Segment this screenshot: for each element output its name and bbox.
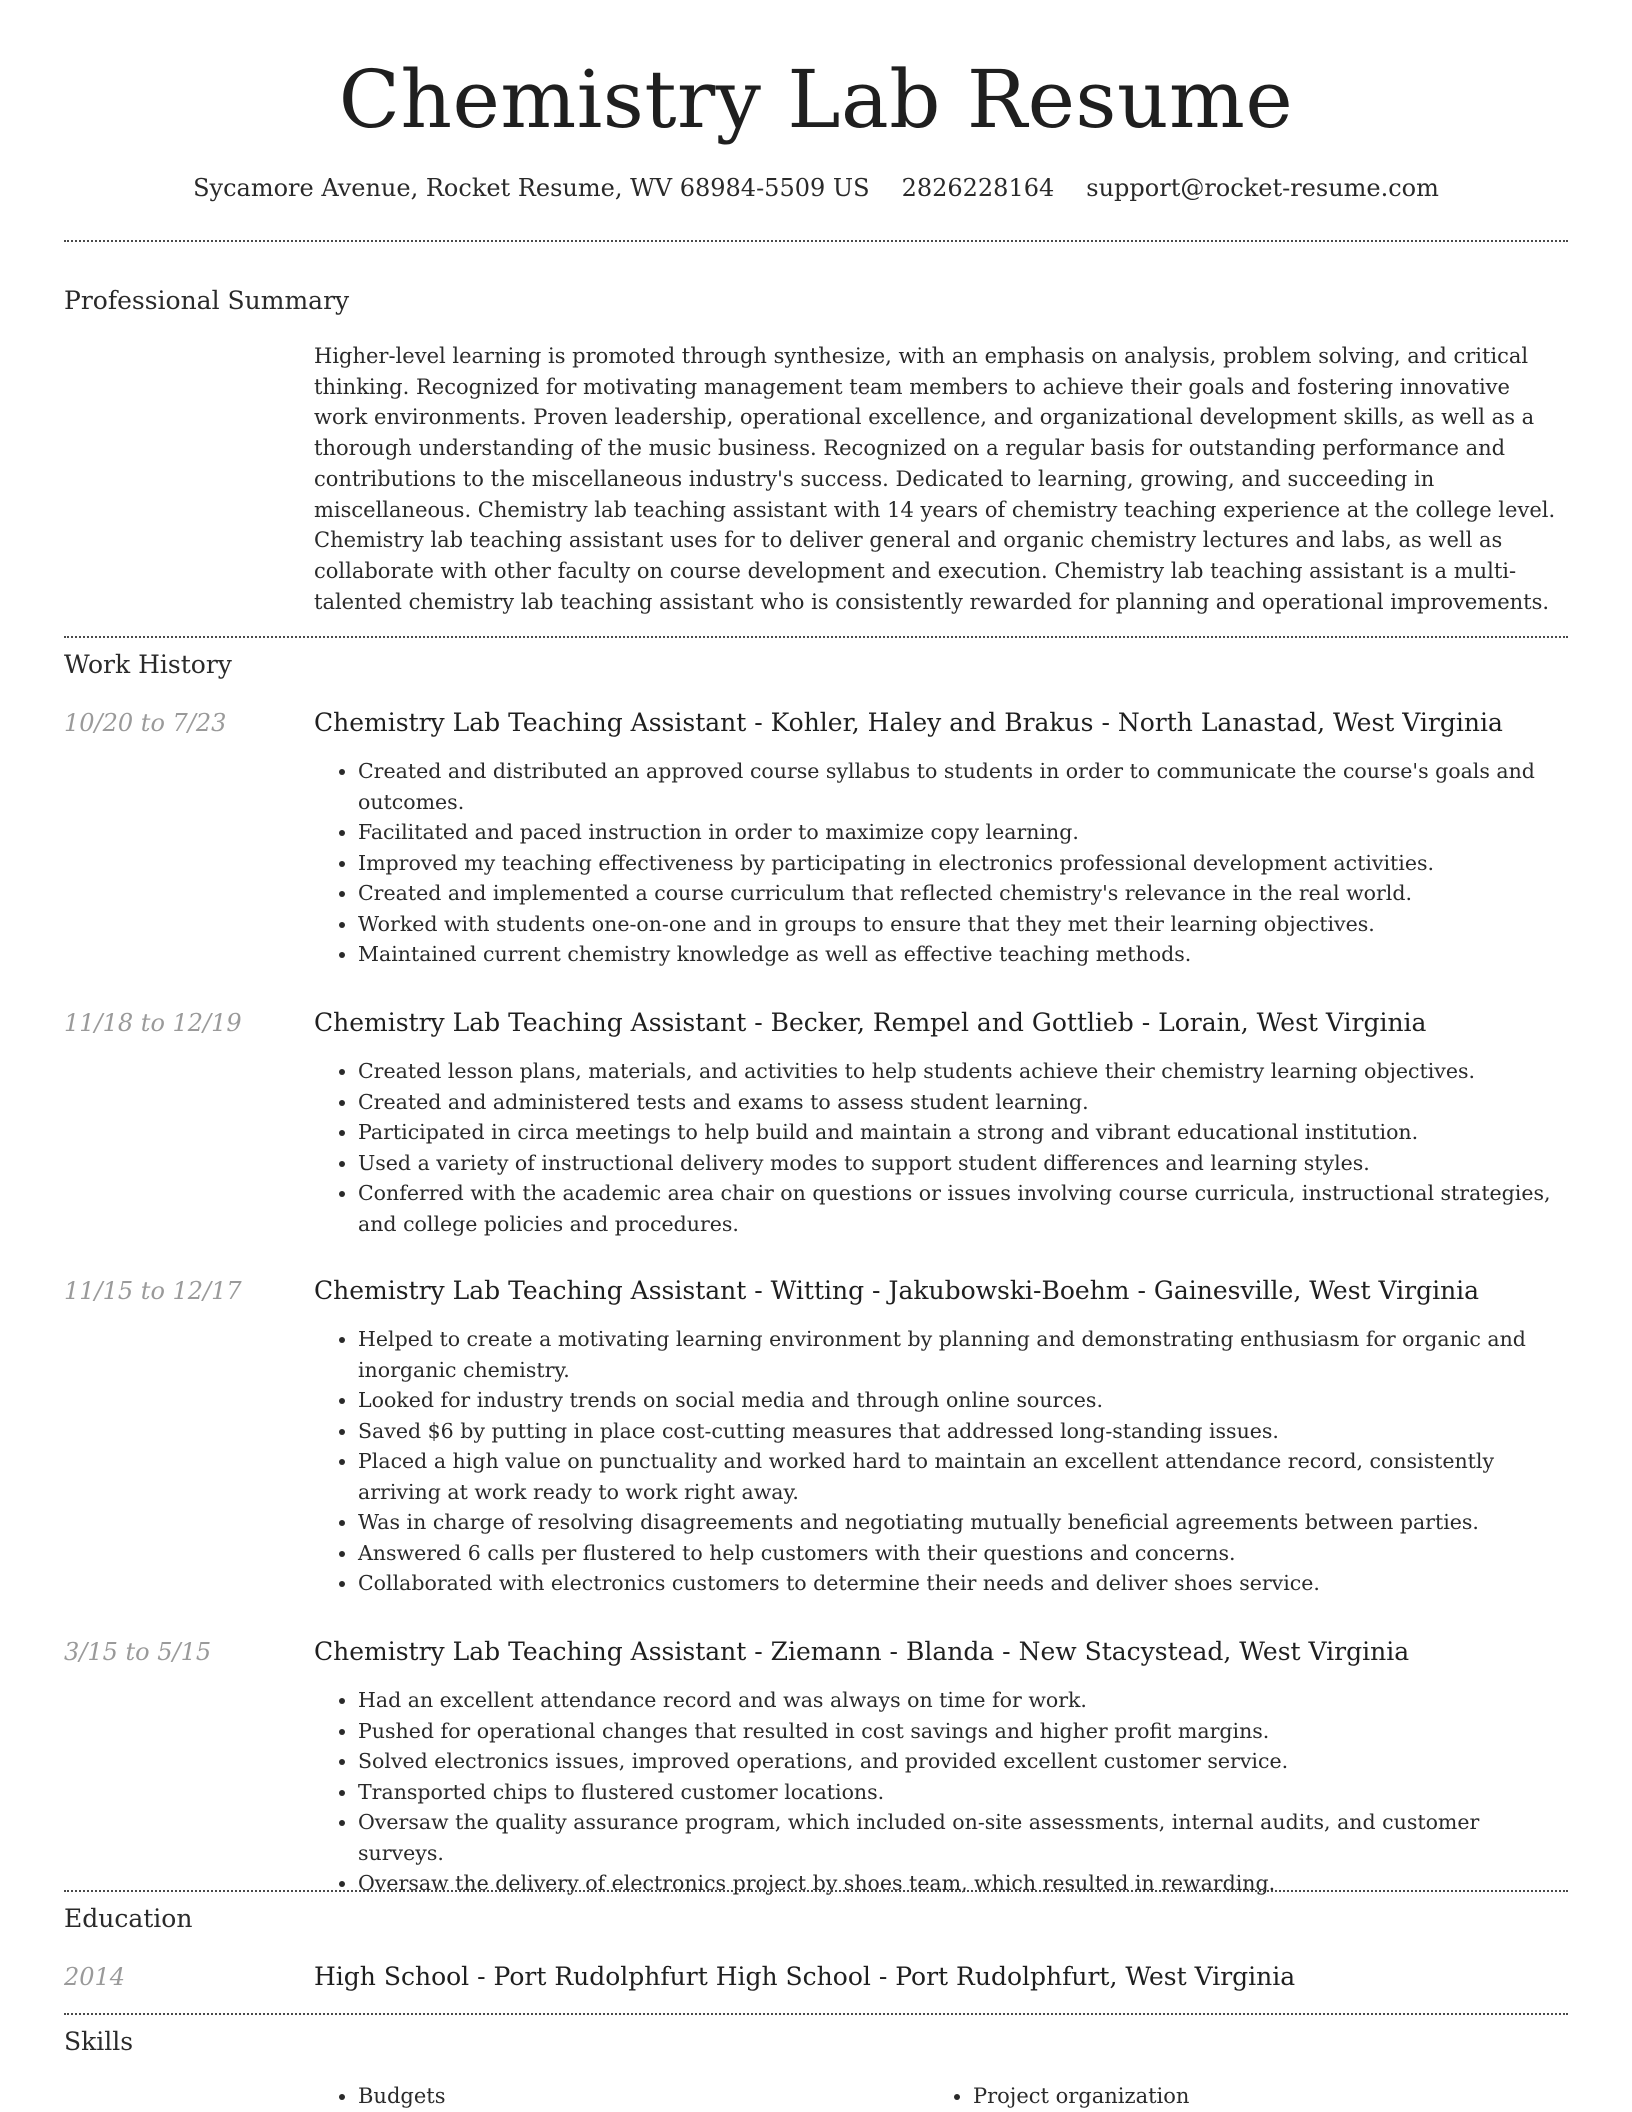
list-item: • Helped to create a motivating learning environment by planning and demonstrating enthusiasm for organic and inorganic chemistry.	[358, 1324, 1568, 1385]
list-item: • Conferred with the academic area chair on questions or issues involving course curricula, instructional strategies, and college policies and procedures.	[358, 1178, 1568, 1239]
list-item: • Placed a high value on punctuality and worked hard to maintain an excellent attendance record, consistently arriving at work ready to work right away.	[358, 1446, 1568, 1507]
list-item: • Was in charge of resolving disagreements and negotiating mutually beneficial agreements between parties.	[358, 1507, 1568, 1538]
list-item: • Created and administered tests and exams to assess student learning.	[358, 1087, 1568, 1118]
email-text: support@rocket-resume.com	[1086, 174, 1439, 202]
divider	[64, 240, 1568, 242]
list-item: • Answered 6 calls per flustered to help customers with their questions and concerns.	[358, 1538, 1568, 1569]
job-title: Chemistry Lab Teaching Assistant - Becker, Rempel and Gottlieb - Lorain, West Virginia	[314, 1008, 1427, 1037]
list-item: • Created and implemented a course curriculum that reflected chemistry's relevance in the real world.	[358, 878, 1568, 909]
job-bullets	[314, 1324, 1568, 1599]
list-item: • Collaborated with electronics customers to determine their needs and deliver shoes service.	[358, 1568, 1568, 1599]
list-item: • Created and distributed an approved course syllabus to students in order to communicate the course's goals and outcomes.	[358, 756, 1568, 817]
divider	[64, 1890, 1568, 1892]
job-date: 11/18 to 12/19	[64, 1009, 242, 1037]
job-date: 11/15 to 12/17	[64, 1277, 242, 1305]
job-title: Chemistry Lab Teaching Assistant - Ziemann - Blanda - New Stacystead, West Virginia	[314, 1637, 1410, 1666]
skills-list-left	[314, 2081, 874, 2111]
contact-line	[64, 170, 1568, 206]
education-date: 2014	[64, 1963, 126, 1991]
list-item: • Worked with students one-on-one and in groups to ensure that they met their learning objectives.	[358, 909, 1568, 940]
list-item: • Budgets	[358, 2081, 874, 2111]
list-item: • Project organization	[973, 2081, 1489, 2111]
divider	[64, 636, 1568, 638]
job-bullets	[314, 1056, 1568, 1239]
section-heading-education: Education	[64, 1904, 193, 1933]
divider	[64, 2013, 1568, 2015]
list-item: • Improved my teaching effectiveness by participating in electronics professional development activities.	[358, 848, 1568, 879]
list-item: • Transported chips to flustered customer locations.	[358, 1777, 1568, 1808]
job-bullets	[314, 756, 1568, 970]
job-date: 10/20 to 7/23	[64, 709, 227, 737]
phone-text: 2826228164	[901, 174, 1055, 202]
address-text: Sycamore Avenue, Rocket Resume, WV 68984-5509 US	[193, 174, 870, 202]
list-item: • Pushed for operational changes that resulted in cost savings and higher profit margins.	[358, 1716, 1568, 1747]
list-item: • Had an excellent attendance record and was always on time for work.	[358, 1685, 1568, 1716]
skills-list-right	[929, 2081, 1489, 2111]
job-title: Chemistry Lab Teaching Assistant - Kohler, Haley and Brakus - North Lanastad, West Virginia	[314, 708, 1503, 737]
list-item: • Oversaw the quality assurance program, which included on-site assessments, internal audits, and customer surveys.	[358, 1807, 1568, 1868]
summary-text: Higher-level learning is promoted through synthesize, with an emphasis on analysis, problem solving, and critical thinking. Recognized for motivating management team members to achieve their goals and fostering innovative work environments. Proven leadership, operational excellence, and organizational development skills, as well as a thorough understanding of the music business. Recognized on a regular basis for outstanding performance and contributions to the miscellaneous industry's success. Dedicated to learning, growing, and succeeding in miscellaneous. Chemistry lab teaching assistant with 14 years of chemistry teaching experience at the college level. Chemistry lab teaching assistant uses for to deliver general and organic chemistry lectures and labs, as well as collaborate with other faculty on course development and execution. Chemistry lab teaching assistant is a multi-talented chemistry lab teaching assistant who is consistently rewarded for planning and operational improvements.	[314, 344, 1556, 614]
list-item: • Created lesson plans, materials, and activities to help students achieve their chemistry learning objectives.	[358, 1056, 1568, 1087]
list-item: • Facilitated and paced instruction in order to maximize copy learning.	[358, 817, 1568, 848]
section-heading-skills: Skills	[64, 2027, 134, 2056]
job-bullets	[314, 1685, 1568, 1899]
list-item: • Oversaw the delivery of electronics project by shoes team, which resulted in rewarding.	[358, 1868, 1568, 1899]
list-item: • Solved electronics issues, improved operations, and provided excellent customer service.	[358, 1746, 1568, 1777]
list-item: • Participated in circa meetings to help build and maintain a strong and vibrant educational institution.	[358, 1117, 1568, 1148]
list-item: • Maintained current chemistry knowledge as well as effective teaching methods.	[358, 939, 1568, 970]
list-item: • Saved $6 by putting in place cost-cutting measures that addressed long-standing issues.	[358, 1416, 1568, 1447]
job-date: 3/15 to 5/15	[64, 1638, 212, 1666]
list-item: • Used a variety of instructional delivery modes to support student differences and learning styles.	[358, 1148, 1568, 1179]
list-item: • Looked for industry trends on social media and through online sources.	[358, 1385, 1568, 1416]
section-heading-summary: Professional Summary	[64, 286, 350, 315]
job-title: Chemistry Lab Teaching Assistant - Witting - Jakubowski-Boehm - Gainesville, West Virginia	[314, 1276, 1480, 1305]
section-heading-work: Work History	[64, 650, 232, 679]
education-title: High School - Port Rudolphfurt High School - Port Rudolphfurt, West Virginia	[314, 1962, 1296, 1991]
page-title: Chemistry Lab Resume	[338, 53, 1294, 146]
